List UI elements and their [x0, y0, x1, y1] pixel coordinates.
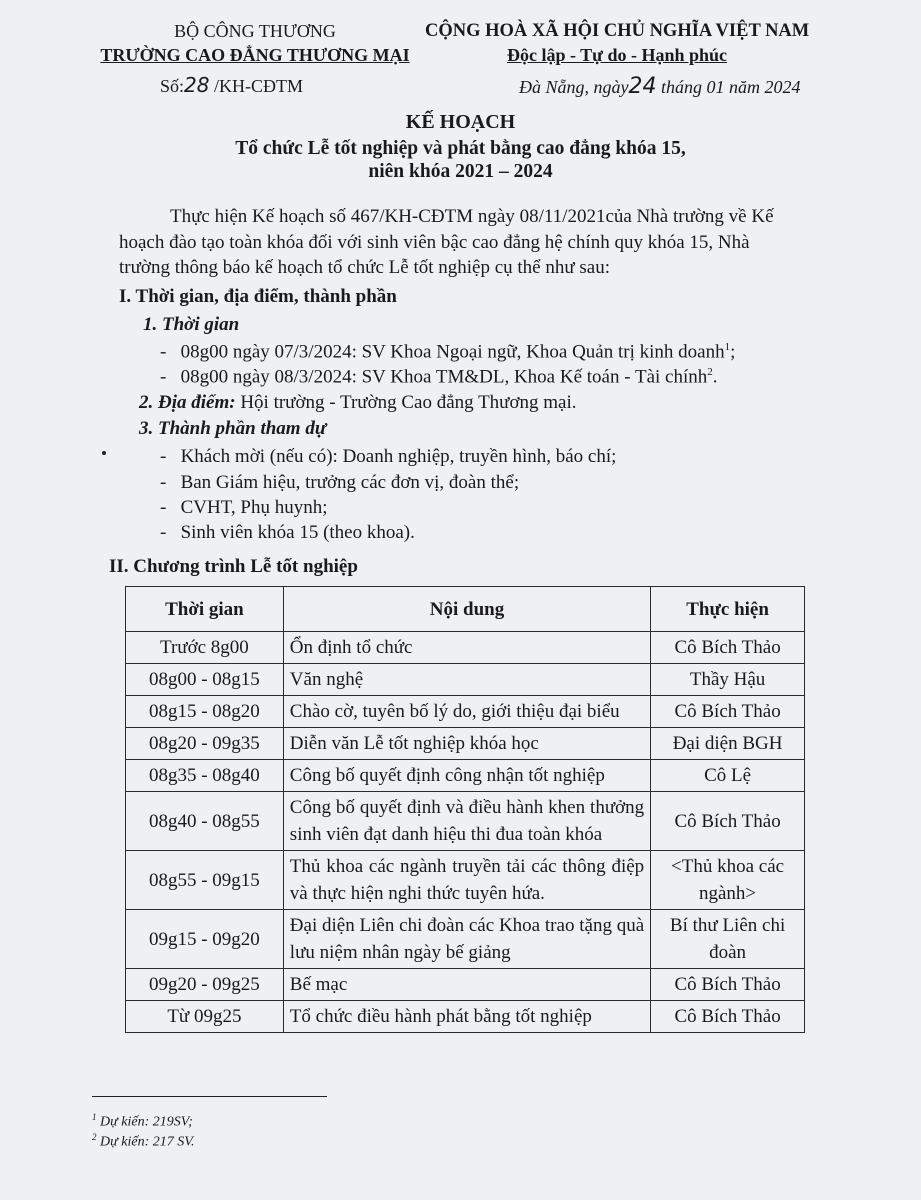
intro-line1: Thực hiện Kế hoạch số 467/KH-CĐTM ngày 08/11/2021của Nhà trường về Kế [170, 206, 774, 227]
table-row [126, 696, 805, 728]
row-by: Thầy Hậu [651, 664, 805, 696]
footnote-1-num: 1 [92, 1112, 97, 1122]
dash: - [160, 472, 167, 493]
row-by: Cô Bích Thảo [651, 696, 805, 728]
doc-number [160, 73, 303, 97]
table-row [126, 632, 805, 664]
row-by: Cô Bích Thảo [651, 969, 805, 1001]
row-content: Bế mạc [283, 969, 650, 1001]
motto-text: Độc lập - Tự do - Hạnh phúc [507, 45, 728, 65]
footnote-1 [92, 1112, 193, 1131]
table-row [126, 969, 805, 1001]
footnote-2 [92, 1132, 194, 1151]
row-content: Đại diện Liên chi đoàn các Khoa trao tặng quà lưu niệm nhân ngày bế giảng [283, 910, 650, 969]
dash: - [160, 341, 167, 363]
row-time: Trước 8g00 [126, 632, 284, 664]
dash: - [160, 446, 167, 467]
doc-title: KẾ HOẠCH [405, 111, 516, 133]
dash: - [160, 366, 167, 388]
participant-item-2 [160, 472, 519, 494]
place-line [139, 392, 577, 414]
ministry-name: BỘ CÔNG THƯƠNG [174, 21, 336, 41]
section1-heading: I. Thời gian, địa điểm, thành phần [119, 286, 397, 307]
table-row [126, 851, 805, 910]
program-table [125, 586, 805, 1033]
place-value: Hội trường - Trường Cao đẳng Thương mại. [240, 392, 577, 413]
participant-item-4 [160, 522, 415, 544]
dash: - [160, 497, 167, 518]
date-line [519, 74, 801, 99]
table-row [126, 760, 805, 792]
row-time: 08g40 - 08g55 [126, 792, 284, 851]
row-content: Ổn định tổ chức [283, 632, 650, 664]
row-content: Công bố quyết định công nhận tốt nghiệp [283, 760, 650, 792]
time-item-1-text: 08g00 ngày 07/3/2024: SV Khoa Ngoại ngữ, Khoa Quản trị kinh doanh [180, 341, 725, 363]
date-day-handwritten: 24 [628, 74, 657, 99]
row-time: 08g00 - 08g15 [126, 664, 284, 696]
doc-number-prefix: Số: [160, 76, 185, 96]
row-by: Cô Bích Thảo [651, 632, 805, 664]
row-by: Bí thư Liên chi đoàn [651, 910, 805, 969]
stray-dot [102, 451, 106, 455]
doc-subtitle-line1: Tổ chức Lễ tốt nghiệp và phát bằng cao đẳng khóa 15, [235, 138, 686, 159]
col-header-content: Nội dung [283, 587, 650, 632]
doc-number-handwritten: 28 [184, 73, 210, 97]
footnote-2-text: Dự kiến: 217 SV. [100, 1134, 195, 1150]
row-by: <Thủ khoa các ngành> [651, 851, 805, 910]
motto [507, 45, 727, 66]
row-by: Đại diện BGH [651, 728, 805, 760]
row-content: Văn nghệ [283, 664, 650, 696]
table-row [126, 1001, 805, 1033]
footnote-1-text: Dự kiến: 219SV; [100, 1114, 193, 1130]
footnote-2-num: 2 [92, 1132, 97, 1142]
row-time: Từ 09g25 [126, 1001, 284, 1033]
participant-item-1-text: Khách mời (nếu có): Doanh nghiệp, truyền hình, báo chí; [180, 446, 617, 467]
row-by: Cô Lệ [651, 760, 805, 792]
row-time: 09g20 - 09g25 [126, 969, 284, 1001]
time-item-2 [160, 366, 718, 388]
table-row [126, 664, 805, 696]
row-content: Chào cờ, tuyên bố lý do, giới thiệu đại biểu [283, 696, 650, 728]
participant-item-4-text: Sinh viên khóa 15 (theo khoa). [180, 522, 415, 543]
time-item-2-end: . [712, 366, 718, 388]
country-name: CỘNG HOÀ XÃ HỘI CHỦ NGHĨA VIỆT NAM [425, 21, 810, 41]
doc-number-suffix: /KH-CĐTM [213, 76, 303, 96]
section2-heading: II. Chương trình Lễ tốt nghiệp [109, 556, 358, 577]
row-time: 08g20 - 09g35 [126, 728, 284, 760]
row-time: 08g35 - 08g40 [126, 760, 284, 792]
time-item-2-text: 08g00 ngày 08/3/2024: SV Khoa TM&DL, Khoa Kế toán - Tài chính [180, 366, 708, 388]
participant-item-3 [160, 497, 328, 519]
row-content: Tổ chức điều hành phát bằng tốt nghiệp [283, 1001, 650, 1033]
row-time: 08g55 - 09g15 [126, 851, 284, 910]
table-row [126, 792, 805, 851]
participants-heading: 3. Thành phần tham dự [139, 418, 327, 439]
participant-item-3-text: CVHT, Phụ huynh; [180, 497, 328, 518]
row-time: 08g15 - 08g20 [126, 696, 284, 728]
row-by: Cô Bích Thảo [651, 1001, 805, 1033]
participant-item-2-text: Ban Giám hiệu, trưởng các đơn vị, đoàn thể; [180, 472, 520, 493]
time-item-1 [160, 341, 735, 363]
date-suffix: tháng 01 năm 2024 [661, 77, 801, 97]
footnote-separator [92, 1096, 327, 1097]
row-by: Cô Bích Thảo [651, 792, 805, 851]
row-content: Công bố quyết định và điều hành khen thưởng sinh viên đạt danh hiệu thi đua toàn khóa [283, 792, 650, 851]
school-name-text: TRƯỜNG CAO ĐẲNG THƯƠNG MẠI [100, 45, 410, 65]
date-prefix: Đà Nẵng, ngày [519, 77, 629, 97]
dash: - [160, 522, 167, 543]
table-row [126, 728, 805, 760]
intro-line3: trường thông báo kế hoạch tổ chức Lễ tốt nghiệp cụ thể như sau: [119, 257, 611, 278]
col-header-by: Thực hiện [651, 587, 805, 632]
table-row [126, 910, 805, 969]
col-header-time: Thời gian [126, 587, 284, 632]
footnote-ref-1: 1 [724, 341, 731, 353]
row-time: 09g15 - 09g20 [126, 910, 284, 969]
school-name [65, 45, 445, 66]
doc-subtitle-line2: niên khóa 2021 – 2024 [368, 161, 553, 182]
time-heading: 1. Thời gian [143, 314, 240, 335]
intro-line2: hoạch đào tạo toàn khóa đối với sinh viên bậc cao đẳng hệ chính quy khóa 15, Nhà [119, 232, 750, 253]
footnote-ref-2: 2 [707, 366, 713, 378]
place-label: 2. Địa điểm: [139, 392, 236, 413]
participant-item-1 [160, 446, 616, 468]
table-header-row [126, 587, 805, 632]
time-item-1-end: ; [730, 341, 736, 363]
row-content: Thủ khoa các ngành truyền tải các thông điệp và thực hiện nghi thức tuyên hứa. [283, 851, 650, 910]
row-content: Diễn văn Lễ tốt nghiệp khóa học [283, 728, 650, 760]
